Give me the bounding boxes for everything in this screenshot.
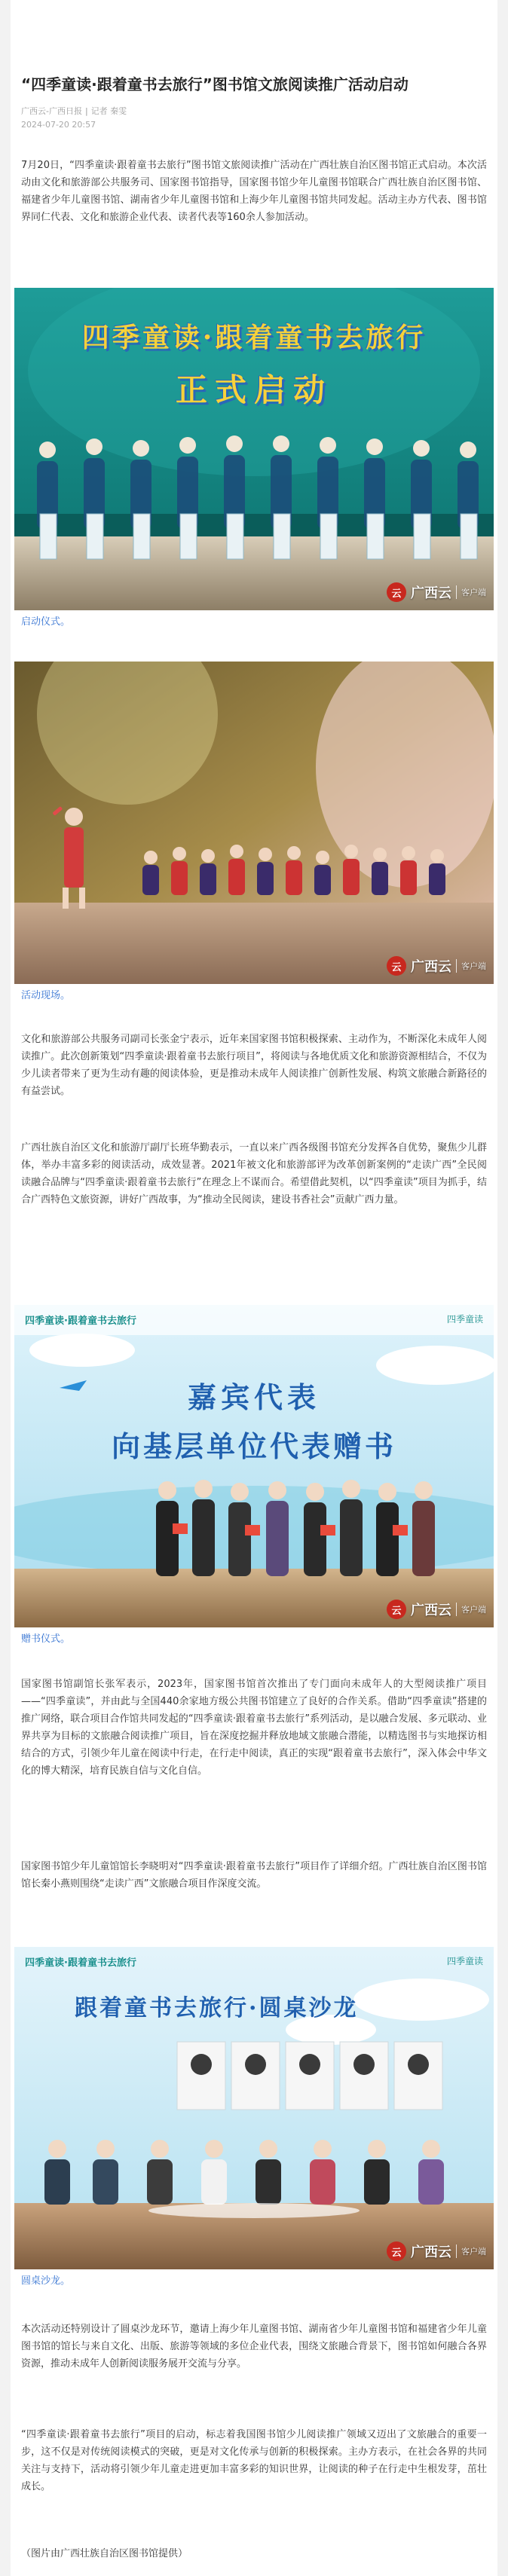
photo-event-scene <box>14 662 494 984</box>
guangxiyun-logo-icon: 云 <box>387 582 406 602</box>
article-header <box>21 0 487 131</box>
watermark <box>387 580 486 604</box>
guangxiyun-logo-icon: 云 <box>387 1600 406 1619</box>
article-source[interactable]: 广西云-广西日报 <box>21 106 82 116</box>
donation-banner <box>14 1374 494 1465</box>
watermark-divider <box>456 585 457 599</box>
banner-line-2: 正式启动 <box>175 371 332 408</box>
donation-brand-right: 四季童读 <box>446 1314 483 1325</box>
watermark-client: 客户端 <box>461 588 486 597</box>
watermark-brand: 广西云 <box>411 2244 451 2260</box>
article-paragraph: 广西壮族自治区文化和旅游厅副厅长班华勤表示，一直以来广西各级图书馆充分发挥各自优势，聚焦少儿群体，举办丰富多彩的阅读活动，成效显著。2021年被文化和旅游部评为改革创新案例的“走读广西”全民阅读融合品牌与“四季童读·跟着童书去旅行”在理念上不谋而合。希望借此契机，以“四季童读”项目为抓手，结合广西特色文旅资源，讲好广西故事，为“推动全民阅读，建设书香社会”贡献广西力量。 <box>21 1142 487 1205</box>
article-title: “四季童读·跟着童书去旅行”图书馆文旅阅读推广活动启动 <box>21 75 409 93</box>
photo-caption: 启动仪式。 <box>21 616 71 628</box>
article-reporter: 记者 秦雯 <box>90 106 127 116</box>
watermark <box>387 2239 486 2263</box>
article-date: 2024-07-20 20:57 <box>21 120 96 130</box>
photo-book-donation <box>14 1305 494 1627</box>
watermark-divider <box>456 1603 457 1616</box>
article-paragraph: 国家图书馆副馆长张军表示，2023年，国家图书馆首次推出了专门面向未成年人的大型阅读推广项目——“四季童读”，并由此与全国440余家地方级公共图书馆建立了良好的合作关系。借助“四季童读”搭建的推广网络，联合项目合作馆共同发起的“四季童读·跟着童书去旅行”系列活动，是以融合发展、多元联动、业界共享为目标的文旅融合阅读推广项目，旨在深度挖掘并释放地域文旅融合潜能，以精选图书与实地探访相结合的方式，引领少年儿童在阅读中行走，在行走中阅读，真正的实现“跟着童书去旅行”，深入体会中华文化的博大精深，培育民族自信与文化自信。 <box>21 1679 487 1777</box>
article-page <box>11 0 497 2576</box>
article-meta <box>21 105 487 118</box>
salon-brand-right: 四季童读 <box>446 1956 483 1966</box>
launch-banner <box>14 316 494 411</box>
photo-caption: 圆桌沙龙。 <box>21 2275 71 2287</box>
article-paragraph: 7月20日，“四季童读·跟着童书去旅行”图书馆文旅阅读推广活动在广西壮族自治区图书馆正式启动。本次活动由文化和旅游部公共服务司、国家图书馆指导，国家图书馆少年儿童图书馆联合广西壮族自治区图书馆、福建省少年儿童图书馆、湖南省少年儿童图书馆和上海少年儿童图书馆共同发起。活动主办方代表、图书馆界同仁代表、文化和旅游企业代表、读者代表等160余人参加活动。 <box>21 160 487 223</box>
watermark-client: 客户端 <box>461 1605 486 1615</box>
guangxiyun-logo-icon: 云 <box>387 956 406 976</box>
salon-title: 跟着童书去旅行·圆桌沙龙 <box>75 1995 359 2021</box>
watermark <box>387 954 486 978</box>
watermark-brand: 广西云 <box>411 1603 451 1618</box>
article-paragraph: 本次活动还特别设计了圆桌沙龙环节，邀请上海少年儿童图书馆、湖南省少年儿童图书馆和福建省少年儿童图书馆的馆长与来自文化、出版、旅游等领域的多位企业代表，围绕文旅融合背景下，图书馆如何融合各界资源，推动未成年人创新阅读服务展开交流与分享。 <box>21 2324 487 2370</box>
book-donation-image <box>14 1305 494 1627</box>
watermark-divider <box>456 2244 457 2258</box>
donation-line-2: 向基层单位代表赠书 <box>111 1429 396 1463</box>
donation-brand: 四季童读·跟着童书去旅行 <box>25 1316 136 1327</box>
guangxiyun-logo-icon: 云 <box>387 2241 406 2261</box>
photo-caption: 活动现场。 <box>21 990 71 1001</box>
article-paragraph: 国家图书馆少年儿童馆馆长李晓明对“四季童读·跟着童书去旅行”项目作了详细介绍。广西壮族自治区图书馆馆长秦小燕则围绕“走读广西”文旅融合项目作深度交流。 <box>21 1861 487 1890</box>
event-scene-image <box>14 662 494 984</box>
article-paragraph: 文化和旅游部公共服务司副司长张金宁表示，近年来国家图书馆积极探索、主动作为，不断深化未成年人阅读推广。此次创新策划“四季童读·跟着童书去旅行项目”，将阅读与各地优质文化和旅游资源相结合，不仅为少儿读者带来了更为生动有趣的阅读体验，更是推动未成年人阅读推广创新性发展、构筑文旅融合新路径的有益尝试。 <box>21 1034 487 1097</box>
salon-brand: 四季童读·跟着童书去旅行 <box>25 1957 136 1969</box>
photo-roundtable-salon <box>14 1947 494 2269</box>
watermark-brand: 广西云 <box>411 959 451 975</box>
watermark-brand: 广西云 <box>411 585 451 601</box>
banner-line-1: 四季童读·跟着童书去旅行 <box>81 322 427 353</box>
watermark-client: 客户端 <box>461 961 486 971</box>
article-paragraph: “四季童读·跟着童书去旅行”项目的启动，标志着我国图书馆少儿阅读推广领域又迈出了文旅融合的重要一步，这不仅是对传统阅读模式的突破，更是对文化传承与创新的积极探索。主办方表示，在社会各界的共同关注与支持下，活动将引领少年儿童走进更加丰富多彩的知识世界，让阅读的种子在行走中生根发芽，茁壮成长。 <box>21 2429 487 2492</box>
meta-separator: | <box>84 106 88 116</box>
watermark <box>387 1597 486 1621</box>
photo-launch-ceremony <box>14 288 494 610</box>
photo-credit: （图片由广西壮族自治区图书馆提供） <box>21 2548 188 2559</box>
watermark-client: 客户端 <box>461 2247 486 2257</box>
donation-line-1: 嘉宾代表 <box>187 1380 320 1414</box>
watermark-divider <box>456 959 457 973</box>
photo-caption: 赠书仪式。 <box>21 1633 71 1645</box>
